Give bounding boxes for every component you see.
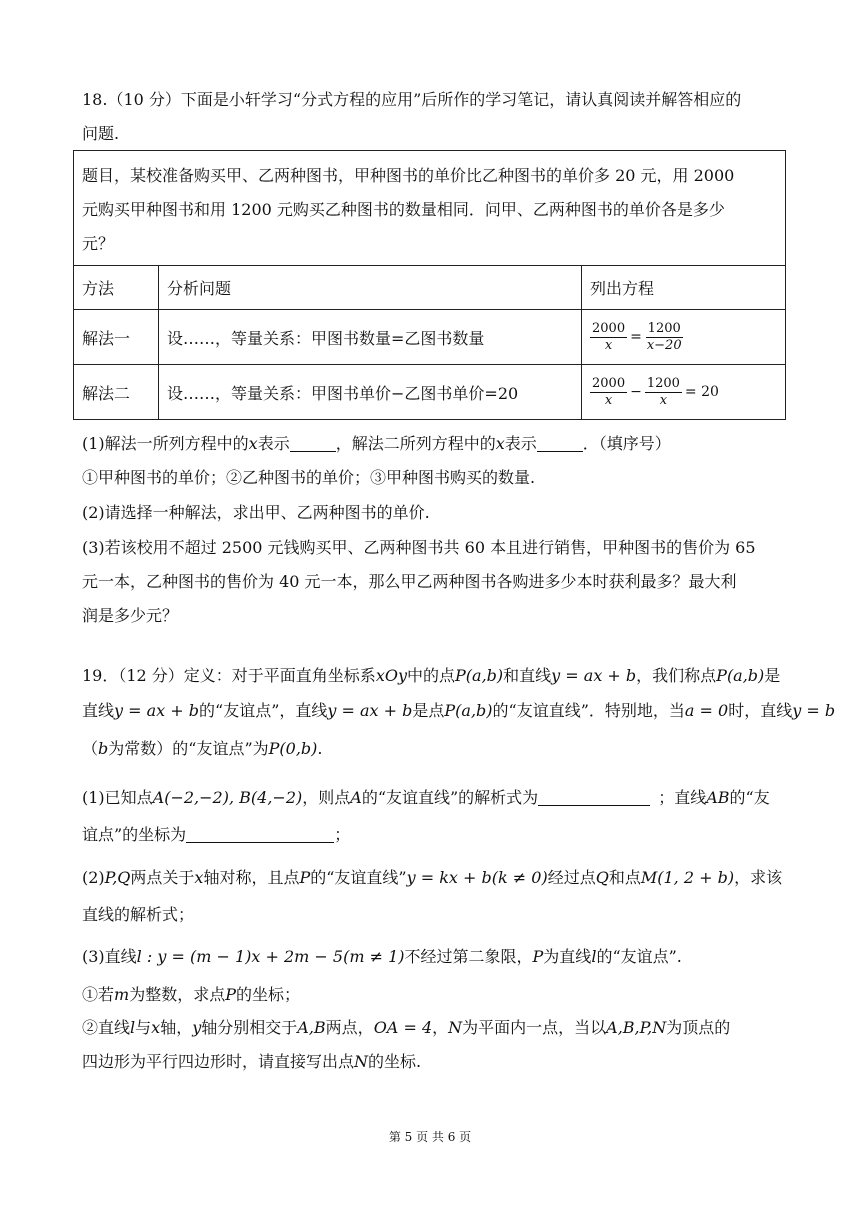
q19-sub3-part1: ①若m为整数，求点P的坐标； (82, 985, 300, 1004)
q18-options: ①甲种图书的单价；②乙种图书的单价；③甲种图书购买的数量. (82, 468, 536, 487)
q19-sub3-part2-line2: 四边形为平行四边形时，请直接写出点N的坐标. (82, 1052, 422, 1071)
fraction: $\frac{2000}{x}$ (592, 320, 626, 353)
problem-line2: 元购买甲种图书和用 1200 元购买乙种图书的数量相同．问甲、乙两种图书的单价各是多少 (82, 200, 725, 219)
answer-blank[interactable] (537, 435, 583, 452)
analysis-cell: 设……，等量关系：甲图书单价−乙图书单价=20 (159, 365, 582, 420)
q19-def-line1: 19．（12 分）定义：对于平面直角坐标系xOy中的点P(a,b)和直线y = ax + b，我们称点P(a,b)是 (82, 666, 781, 685)
problem-line3: 元？ (82, 234, 115, 253)
answer-blank[interactable] (290, 435, 336, 452)
q19-sub2-line1: (2)P,Q两点关于x轴对称，且点P的“友谊直线”y = kx + b(k ≠ 0)经过点Q和点M(1, 2 + b)，求该 (82, 868, 783, 887)
q18-sub3-line2: 元一本，乙种图书的售价为 40 元一本，那么甲乙两种图书各购进多少本时获利最多？最大利 (82, 572, 737, 591)
header-method: 方法 (74, 266, 159, 310)
q19-def-line2: 直线y = ax + b的“友谊点”，直线y = ax + b是点P(a,b)的“友谊直线”．特别地，当a = 0时，直线y = b (82, 701, 836, 720)
q19-sub3-part2-line1: ②直线l与x轴，y轴分别相交于A,B两点，OA = 4，N为平面内一点，当以A,B,P,N为顶点的 (82, 1018, 731, 1037)
q19-sub2-line2: 直线的解析式； (82, 905, 195, 924)
q19-def-line3: （b为常数）的“友谊点”为P(0,b). (82, 739, 323, 758)
analysis-cell: 设……，等量关系：甲图书数量=乙图书数量 (159, 310, 582, 365)
q18-intro-line1: 18.（10 分）下面是小轩学习“分式方程的应用”后所作的学习笔记，请认真阅读并解答相应的 (82, 90, 742, 109)
equation-cell (582, 365, 786, 420)
table-row (74, 310, 786, 365)
study-notes-table (73, 150, 786, 420)
equation-cell (582, 310, 786, 365)
q18-sub2: (2)请选择一种解法，求出甲、乙两种图书的单价. (82, 503, 430, 522)
page-footer: 第 5 页 共 6 页 (388, 1130, 472, 1144)
q18-sub3-line1: (3)若该校用不超过 2500 元钱购买甲、乙两种图书共 60 本且进行销售，甲种图书的售价为 65 (82, 538, 756, 557)
answer-blank[interactable] (186, 826, 334, 843)
header-analysis: 分析问题 (159, 266, 582, 310)
fraction: $\frac{1200}{x-20}$ (646, 320, 682, 353)
method-cell: 解法一 (74, 310, 159, 365)
q19-sub1-line2: 谊点”的坐标为 ； (82, 825, 351, 844)
equation: $\frac{2000}{x}$ − $\frac{1200}{x}$ = 20 (592, 375, 719, 408)
table-row (74, 365, 786, 420)
fraction: $\frac{2000}{x}$ (592, 375, 626, 408)
equation: $\frac{2000}{x}$ = $\frac{1200}{x-20}$ (592, 320, 682, 353)
answer-blank[interactable] (538, 789, 650, 806)
q18-sub3-line3: 润是多少元？ (82, 606, 179, 625)
q18-intro-line2: 问题. (82, 124, 120, 143)
header-equation: 列出方程 (582, 266, 786, 310)
method-cell: 解法二 (74, 365, 159, 420)
q19-sub3: (3)直线l : y = (m − 1)x + 2m − 5(m ≠ 1)不经过第二象限，P为直线l的“友谊点”. (82, 947, 682, 966)
q18-sub1: (1)解法一所列方程中的x表示 ，解法二所列方程中的x表示 ．（填序号） (82, 434, 671, 453)
problem-line1: 题目，某校准备购买甲、乙两种图书，甲种图书的单价比乙种图书的单价多 20 元，用 2000 (82, 166, 735, 185)
q19-sub1-line1: (1)已知点A(−2,−2), B(4,−2)，则点A的“友谊直线”的解析式为 ；直线AB的“友 (82, 788, 770, 807)
fraction: $\frac{1200}{x}$ (646, 375, 680, 408)
problem-cell (74, 151, 786, 266)
